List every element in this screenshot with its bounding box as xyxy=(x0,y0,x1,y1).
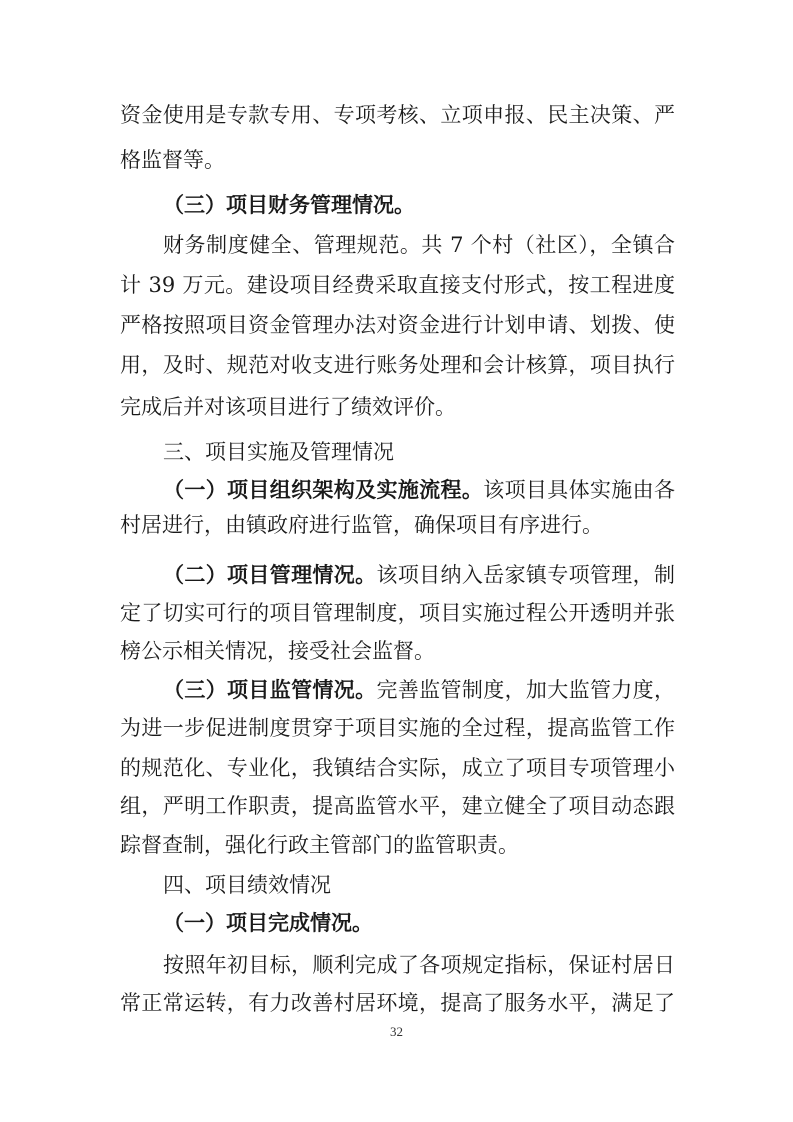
paragraph-line: 常正常运转，有力改善村居环境，提高了服务水平，满足了 xyxy=(120,991,675,1015)
subheading-title: （三）项目监管情况。 xyxy=(163,677,377,702)
paragraph-line: 为进一步促进制度贯穿于项目实施的全过程，提高监管工作 xyxy=(120,716,675,740)
paragraph-line: 完成后并对该项目进行了绩效评价。 xyxy=(120,395,456,419)
paragraph-line: 资金使用是专款专用、专项考核、立项申报、民主决策、严 xyxy=(120,103,675,127)
paragraph-line xyxy=(163,475,675,505)
paragraph-line: 组，严明工作职责，提高监管水平，建立健全了项目动态跟 xyxy=(120,794,675,818)
paragraph-text: 该项目纳入岳家镇专项管理，制 xyxy=(376,563,675,587)
paragraph-line: 踪督查制，强化行政主管部门的监管职责。 xyxy=(120,833,519,857)
subheading xyxy=(163,190,675,220)
paragraph-line: 的规范化、专业化，我镇结合实际，成立了项目专项管理小 xyxy=(120,756,675,780)
page-number: 32 xyxy=(390,1024,403,1039)
paragraph-text: 完善监管制度，加大监管力度， xyxy=(376,678,675,702)
paragraph-line xyxy=(163,560,675,590)
paragraph-line: 计 39 万元。建设项目经费采取直接支付形式，按工程进度 xyxy=(120,273,675,297)
section-heading: 四、项目绩效情况 xyxy=(163,873,331,897)
paragraph-line: 村居进行，由镇政府进行监管，确保项目有序进行。 xyxy=(120,513,603,537)
paragraph-line xyxy=(163,675,675,705)
paragraph-line: 用，及时、规范对收支进行账务处理和会计核算，项目执行 xyxy=(120,353,675,377)
subheading xyxy=(163,908,675,938)
subheading-title: （二）项目管理情况。 xyxy=(163,562,377,587)
subheading-title: （一）项目完成情况。 xyxy=(163,910,373,935)
paragraph-line: 格监督等。 xyxy=(120,148,225,172)
section-heading: 三、项目实施及管理情况 xyxy=(163,440,394,464)
paragraph-line: 定了切实可行的项目管理制度，项目实施过程公开透明并张 xyxy=(120,601,675,625)
paragraph-text: 该项目具体实施由各 xyxy=(483,478,675,502)
paragraph-line: 按照年初目标，顺利完成了各项规定指标，保证村居日 xyxy=(163,953,675,977)
subheading-title: （三）项目财务管理情况。 xyxy=(163,192,415,217)
paragraph-line: 严格按照项目资金管理办法对资金进行计划申请、划拨、使 xyxy=(120,313,675,337)
paragraph-line: 财务制度健全、管理规范。共 7 个村（社区），全镇合 xyxy=(163,233,675,257)
paragraph-line: 榜公示相关情况，接受社会监督。 xyxy=(120,639,435,663)
subheading-title: （一）项目组织架构及实施流程。 xyxy=(163,477,484,502)
